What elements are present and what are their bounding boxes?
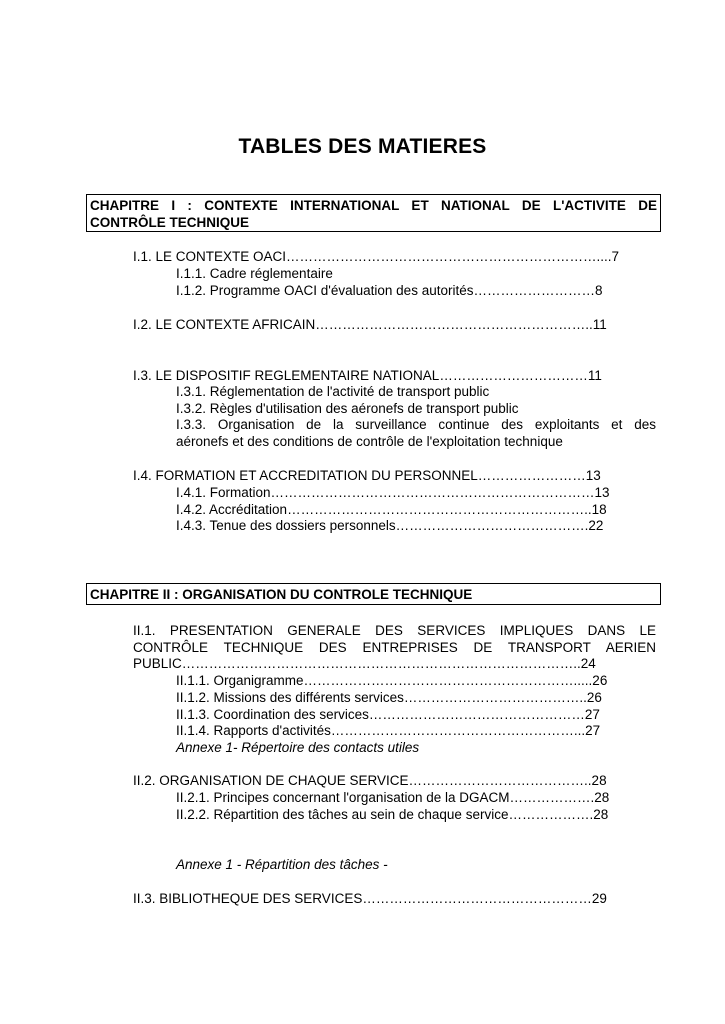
- toc-entry-ii1-line3: PUBLIC……………………………………………………………………………..24: [133, 656, 596, 671]
- toc-entry-ii2-2: II.2.2. Répartition des tâches au sein de chaque service……………….28: [176, 807, 609, 822]
- toc-annex-tasks: Annexe 1 - Répartition des tâches -: [176, 857, 388, 872]
- toc-entry-i1-1: I.1.1. Cadre réglementaire: [176, 266, 333, 281]
- chapter-2-title: CHAPITRE II : ORGANISATION DU CONTROLE TECHNIQUE: [90, 587, 473, 602]
- toc-entry-i4-2: I.4.2. Accréditation…………………………………………………………..18: [176, 502, 607, 517]
- toc-entry-ii1-line1: II.1. PRESENTATION GENERALE DES SERVICES IMPLIQUES DANS LE: [133, 623, 656, 638]
- toc-entry-i4-1: I.4.1. Formation………………………………………………………………13: [176, 485, 610, 500]
- toc-entry-ii1-1: II.1.1. Organigramme…………………………………………………….....26: [176, 673, 608, 688]
- toc-entry-i2: I.2. LE CONTEXTE AFRICAIN……………………………………………………..11: [133, 317, 607, 332]
- toc-entry-ii1-4: II.1.4. Rapports d'activités………………………………………………...27: [176, 723, 601, 738]
- toc-entry-ii1-line2: CONTRÔLE TECHNIQUE DES ENTREPRISES DE TRANSPORT AERIEN: [133, 640, 656, 655]
- chapter-1-heading: [86, 194, 661, 232]
- toc-entry-i3: I.3. LE DISPOSITIF REGLEMENTAIRE NATIONAL……………………………11: [133, 368, 602, 383]
- chapter-1-title-line2: CONTRÔLE TECHNIQUE: [90, 215, 250, 230]
- toc-entry-i1-2: I.1.2. Programme OACI d'évaluation des autorités………………………8: [176, 283, 603, 298]
- toc-entry-ii1-3: II.1.3. Coordination des services…………………………………………27: [176, 707, 600, 722]
- page-title: TABLES DES MATIERES: [238, 135, 487, 158]
- toc-entry-i4-3: I.4.3. Tenue des dossiers personnels…………………………………….22: [176, 518, 604, 533]
- toc-annex-contacts: Annexe 1- Répertoire des contacts utiles: [176, 740, 420, 755]
- toc-entry-ii2: II.2. ORGANISATION DE CHAQUE SERVICE…………………………………..28: [133, 773, 607, 788]
- chapter-2-heading: [86, 583, 661, 605]
- toc-entry-i4: I.4. FORMATION ET ACCREDITATION DU PERSONNEL……………………13: [133, 468, 601, 483]
- toc-entry-ii1-2: II.1.2. Missions des différents services…………………………………..26: [176, 690, 602, 705]
- toc-entry-i3-3-line2: aéronefs et des conditions de contrôle de l'exploitation technique: [176, 434, 563, 449]
- toc-entry-i3-1: I.3.1. Réglementation de l'activité de transport public: [176, 384, 490, 399]
- toc-entry-i1: I.1. LE CONTEXTE OACI……………………………………………………………....7: [133, 249, 620, 264]
- toc-entry-i3-3-line1: I.3.3. Organisation de la surveillance continue des exploitants et des: [176, 417, 656, 432]
- toc-entry-ii2-1: II.2.1. Principes concernant l'organisation de la DGACM……………….28: [176, 790, 610, 805]
- chapter-1-title-line1: CHAPITRE I : CONTEXTE INTERNATIONAL ET NATIONAL DE L'ACTIVITE DE: [90, 198, 657, 213]
- toc-entry-ii3: II.3. BIBLIOTHEQUE DES SERVICES……………………………………………29: [133, 891, 607, 906]
- toc-entry-i3-2: I.3.2. Règles d'utilisation des aéronefs de transport public: [176, 401, 519, 416]
